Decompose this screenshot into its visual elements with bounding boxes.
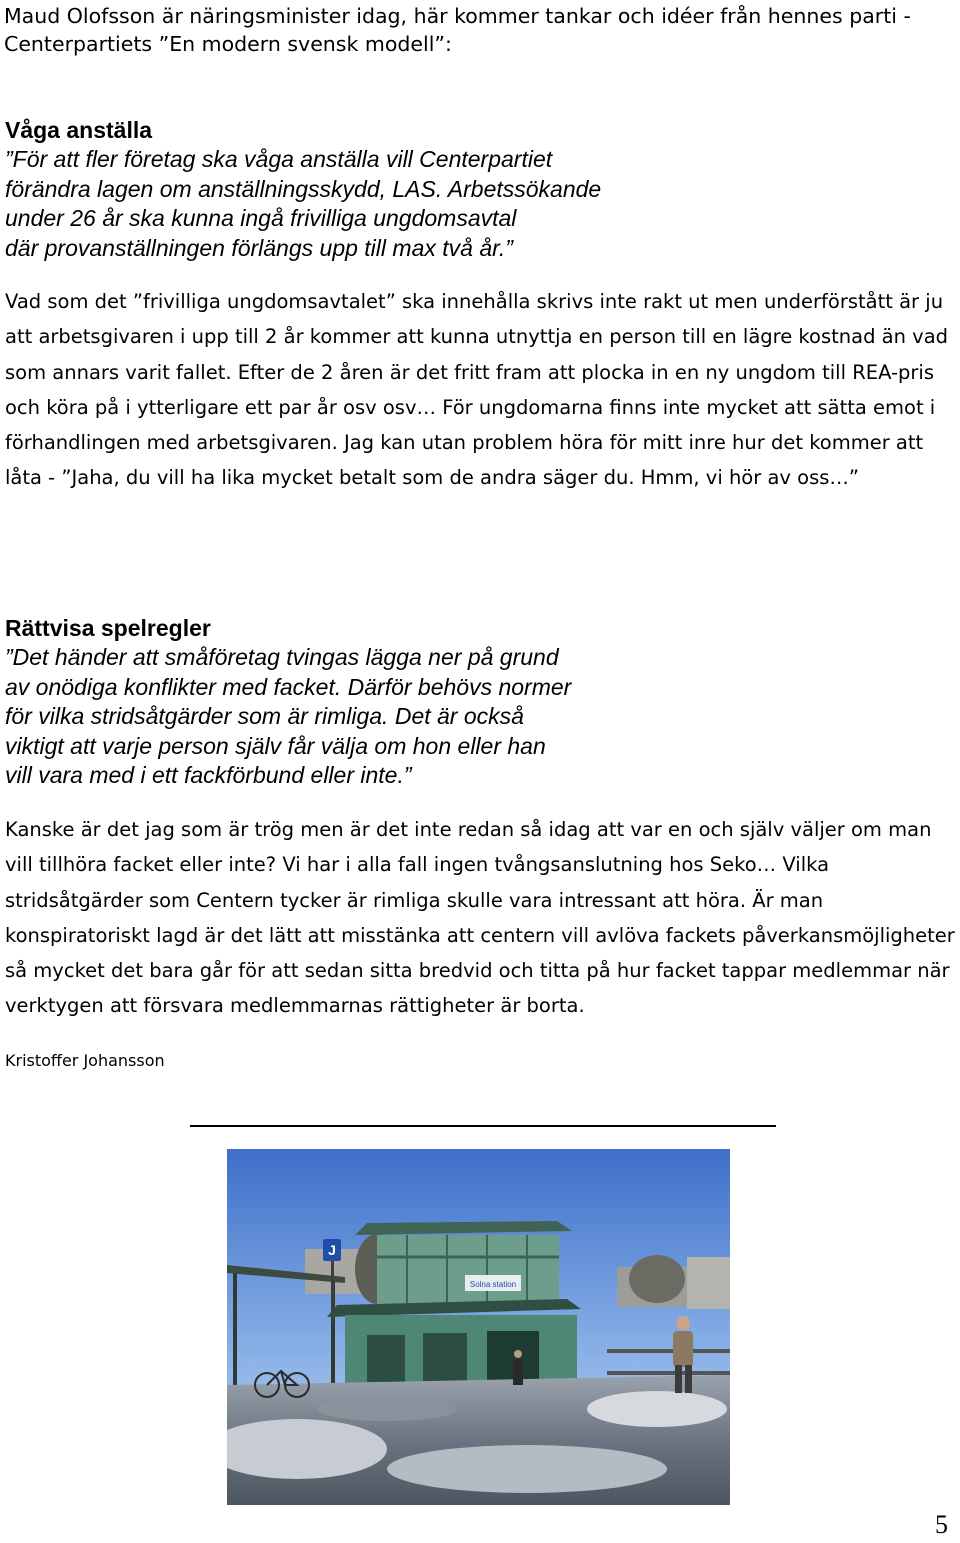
divider-line [190, 1125, 776, 1127]
commentary-paragraph-2: Kanske är det jag som är trög men är det inte redan så idag att var en och själv väljer om man vill tillhöra facket eller inte? Vi har i alla fall ingen tvångsanslutning hos Seko… Vilka stridsåtgärder som Centern tycker är rimliga skulle vara intressant att höra. Är man konspiratoriskt lagd är det lätt att misstänka att centern vill avlöva fackets påverkansmöjligheter så mycket det bara går för att sedan sitta bredvid och titta på hur facket tappar medlemmar när verktygen att försvara medlemmarnas rättigheter är borta. [5, 818, 955, 1018]
quote-line: vill vara med i ett fackförbund eller inte.” [5, 762, 412, 788]
quote-line: av onödiga konflikter med facket. Därför behövs normer [5, 673, 572, 700]
intro-line-1: Maud Olofsson är näringsminister idag, här kommer tankar och idéer från hennes parti - [4, 4, 911, 28]
sign-letter: J [328, 1242, 336, 1258]
quote-line: förändra lagen om anställningsskydd, LAS. Arbetssökande [5, 175, 602, 202]
quote-line: viktigt att varje person själv får välja om hon eller han [5, 732, 546, 759]
section-title-vaga-anstalla: Våga anställa [5, 117, 153, 143]
intro-text [4, 2, 934, 58]
quote-line: ”Det händer att småföretag tvingas lägga ner på grund [5, 644, 559, 670]
quote-line: för vilka stridsåtgärder som är rimliga. Det är också [5, 703, 524, 729]
author-signature: Kristoffer Johansson [5, 1051, 165, 1070]
intro-line-2: Centerpartiets ”En modern svensk modell”: [4, 32, 452, 56]
quote-line: under 26 år ska kunna ingå frivilliga ungdomsavtal [5, 205, 517, 231]
quote-line: ”För att fler företag ska våga anställa vill Centerpartiet [5, 146, 553, 172]
quote-rattvisa-spelregler [5, 643, 571, 791]
quote-vaga-anstalla [5, 145, 601, 263]
commentary-paragraph-1: Vad som det ”frivilliga ungdomsavtalet” ska innehålla skrivs inte rakt ut men underförstått är ju att arbetsgivaren i upp till 2 år kommer att kunna utnyttja en person till en lägre kostnad än vad som annars varit fallet. Efter de 2 åren är det fritt fram att plocka in en ny ungdom till REA-pris och köra på i ytterligare ett par år osv osv… För ungdomarna finns inte mycket att sätta emot i förhandlingen med arbetsgivaren. Jag kan utan problem höra för mitt inre hur det kommer att låta - ”Jaha, du vill ha lika mycket betalt som de andra säger du. Hmm, vi hör av oss…” [5, 290, 949, 490]
station-photo [227, 1149, 730, 1505]
quote-line: där provanställningen förlängs upp till max två år.” [5, 234, 513, 261]
section-title-rattvisa-spelregler: Rättvisa spelregler [5, 615, 211, 641]
page-number: 5 [935, 1510, 948, 1539]
station-sign: Solna station [469, 1280, 517, 1289]
